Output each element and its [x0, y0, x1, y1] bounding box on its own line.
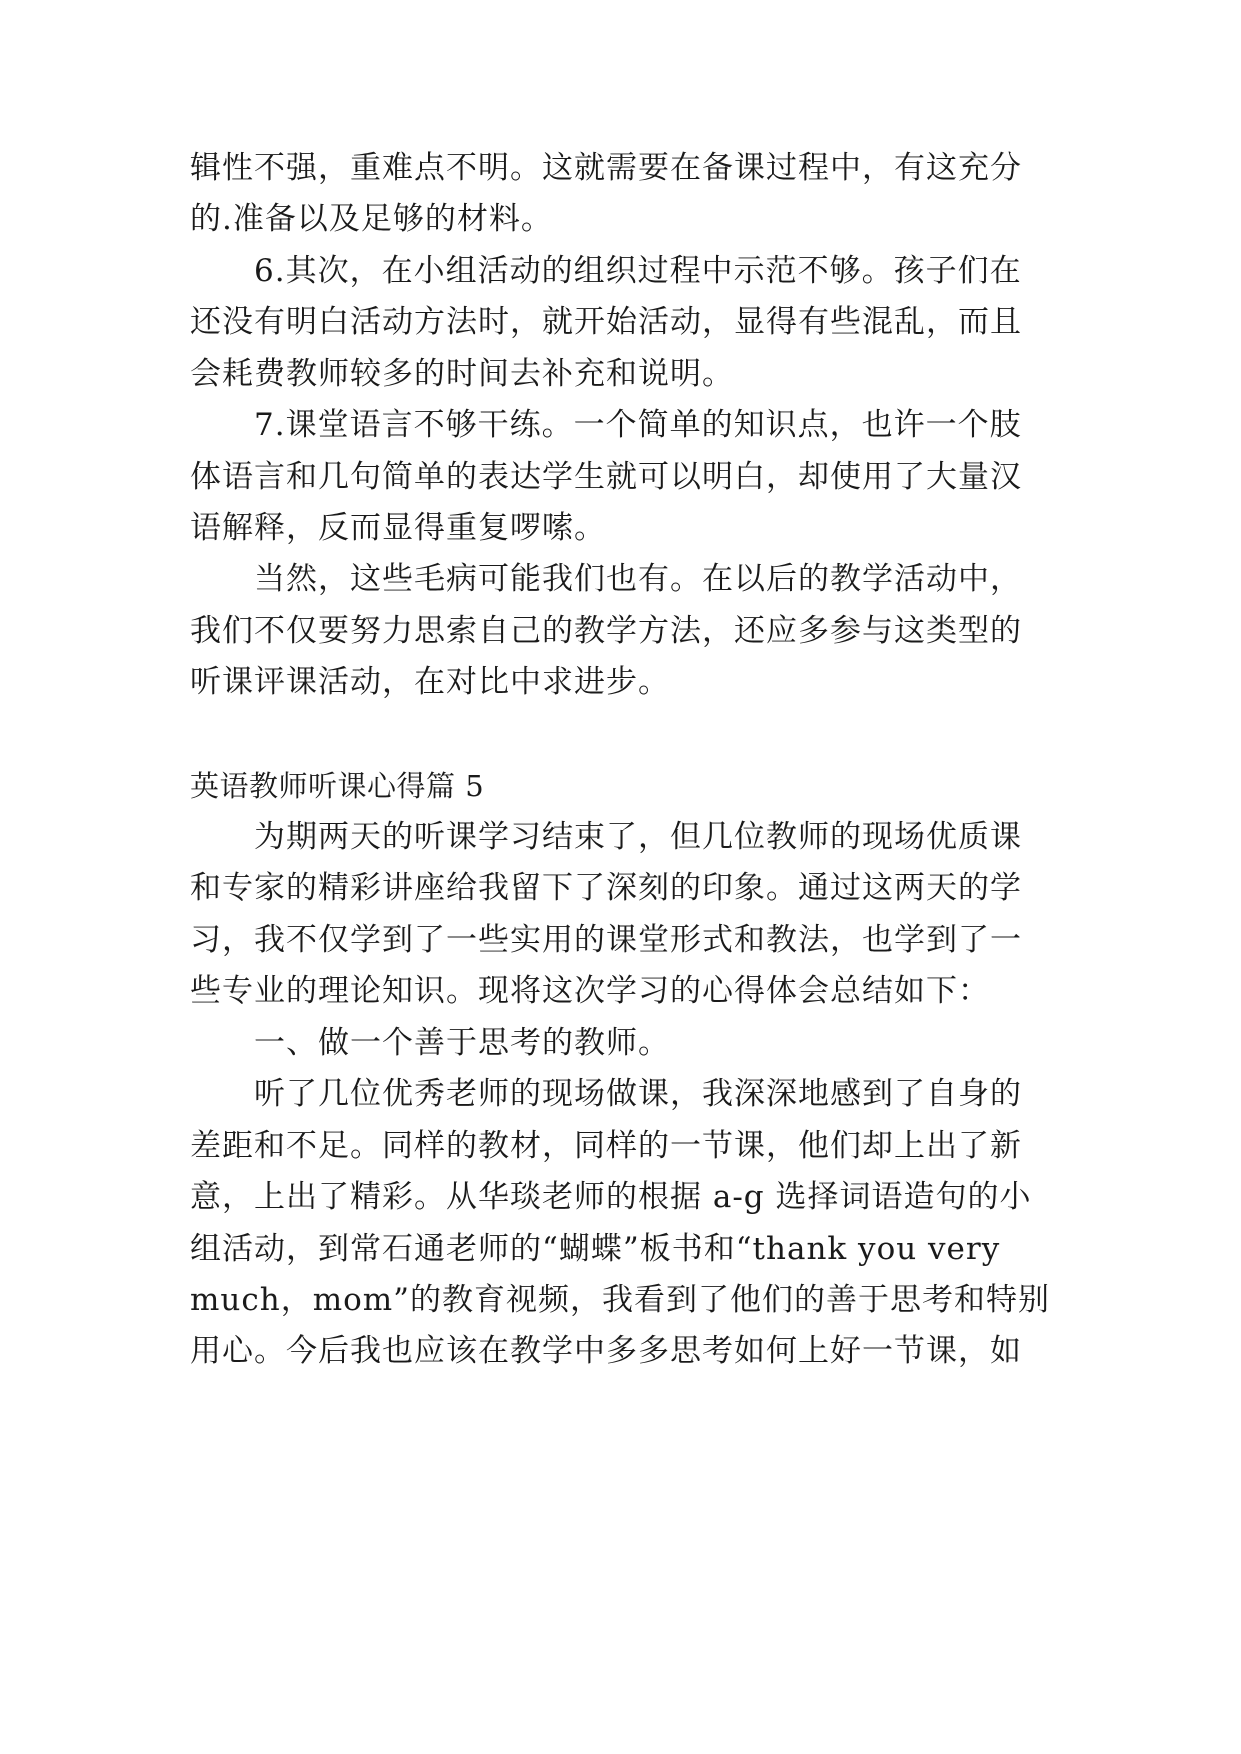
- paragraph-line: 的.准备以及足够的材料。: [190, 201, 553, 237]
- paragraph-line: 当然，这些毛病可能我们也有。在以后的教学活动中，: [254, 561, 1022, 597]
- paragraph-line: 会耗费教师较多的时间去补充和说明。: [190, 356, 734, 392]
- paragraph-line: 组活动，到常石通老师的“蝴蝶”板书和“thank you very: [190, 1231, 1001, 1267]
- paragraph-line: 听了几位优秀老师的现场做课，我深深地感到了自身的: [254, 1076, 1022, 1112]
- section-heading: 英语教师听课心得篇 5: [190, 769, 485, 803]
- paragraph-line: 我们不仅要努力思索自己的教学方法，还应多参与这类型的: [190, 613, 1022, 649]
- paragraph-line: 和专家的精彩讲座给我留下了深刻的印象。通过这两天的学: [190, 870, 1022, 906]
- paragraph-line: much，mom”的教育视频，我看到了他们的善于思考和特别: [190, 1282, 1050, 1318]
- paragraph-line: 还没有明白活动方法时，就开始活动，显得有些混乱，而且: [190, 304, 1022, 340]
- paragraph-line: 7.课堂语言不够干练。一个简单的知识点，也许一个肢: [254, 407, 1022, 443]
- paragraph-line: 6.其次，在小组活动的组织过程中示范不够。孩子们在: [254, 253, 1022, 289]
- paragraph-line: 差距和不足。同样的教材，同样的一节课，他们却上出了新: [190, 1128, 1022, 1164]
- paragraph-line: 习，我不仅学到了一些实用的课堂形式和教法，也学到了一: [190, 922, 1022, 958]
- paragraph-line: 听课评课活动，在对比中求进步。: [190, 664, 670, 700]
- paragraph-line: 一、做一个善于思考的教师。: [254, 1025, 670, 1061]
- paragraph-line: 些专业的理论知识。现将这次学习的心得体会总结如下：: [190, 973, 990, 1009]
- paragraph-line: 用心。今后我也应该在教学中多多思考如何上好一节课，如: [190, 1333, 1022, 1369]
- paragraph-line: 意，上出了精彩。从华琰老师的根据 a-g 选择词语造句的小: [190, 1179, 1032, 1215]
- paragraph-line: 语解释，反而显得重复啰嗦。: [190, 510, 606, 546]
- paragraph-line: 体语言和几句简单的表达学生就可以明白，却使用了大量汉: [190, 459, 1022, 495]
- paragraph-line: 辑性不强，重难点不明。这就需要在备课过程中，有这充分: [190, 150, 1022, 186]
- paragraph-line: 为期两天的听课学习结束了，但几位教师的现场优质课: [254, 819, 1022, 855]
